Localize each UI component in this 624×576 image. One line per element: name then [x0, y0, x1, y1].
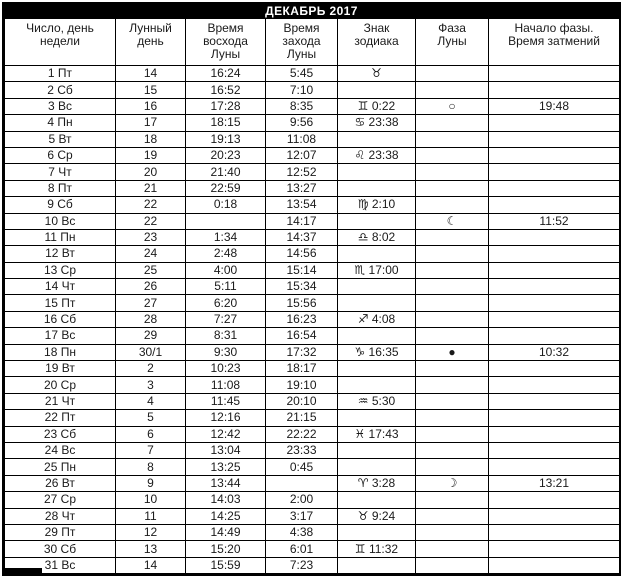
table-row: [5, 229, 620, 245]
cell-moonset: 14:56: [266, 246, 338, 262]
table-row: [5, 410, 620, 426]
table-row: [5, 82, 620, 98]
cell-lunar-day: 24: [116, 246, 186, 262]
table-row: [5, 557, 620, 573]
cell-zodiac: [338, 246, 416, 262]
cell-date: 21 Чт: [5, 393, 116, 409]
cell-zodiac: [338, 131, 416, 147]
cell-phase-start: [489, 426, 620, 442]
cell-moonset: 19:10: [266, 377, 338, 393]
cell-phase: [416, 557, 489, 573]
cell-phase-start: [489, 115, 620, 131]
cell-date: 3 Вс: [5, 98, 116, 114]
cell-phase: ○: [416, 98, 489, 114]
cell-date: 2 Сб: [5, 82, 116, 98]
cell-phase-start: [489, 197, 620, 213]
cell-zodiac: [338, 328, 416, 344]
cell-date: 6 Ср: [5, 147, 116, 163]
cell-phase-start: [489, 361, 620, 377]
cell-date: 23 Сб: [5, 426, 116, 442]
cell-moonrise: 10:23: [186, 361, 266, 377]
cell-phase: [416, 180, 489, 196]
cell-date: 19 Вт: [5, 361, 116, 377]
cell-lunar-day: 19: [116, 147, 186, 163]
table-row: [5, 442, 620, 458]
table-row: [5, 459, 620, 475]
cell-date: 16 Сб: [5, 311, 116, 327]
table-row: [5, 541, 620, 557]
cell-moonset: 21:15: [266, 410, 338, 426]
column-header-moonset: [266, 19, 338, 66]
cell-phase-start: [489, 131, 620, 147]
cell-lunar-day: 28: [116, 311, 186, 327]
cell-phase-start: [489, 393, 620, 409]
cell-phase-start: [489, 82, 620, 98]
cell-moonset: 6:01: [266, 541, 338, 557]
column-header-line: день: [137, 34, 164, 48]
table-row: [5, 475, 620, 491]
cell-lunar-day: 11: [116, 508, 186, 524]
cell-zodiac: [338, 492, 416, 508]
cell-zodiac: [338, 442, 416, 458]
column-header-line: Луны: [210, 47, 241, 61]
cell-lunar-day: 20: [116, 164, 186, 180]
cell-moonset: 14:17: [266, 213, 338, 229]
cell-zodiac: ♉: [338, 66, 416, 82]
cell-phase: [416, 197, 489, 213]
cell-date: 8 Пт: [5, 180, 116, 196]
cell-moonset: 13:27: [266, 180, 338, 196]
cell-moonrise: 14:49: [186, 524, 266, 540]
table-row: [5, 295, 620, 311]
cell-moonset: 22:22: [266, 426, 338, 442]
cell-lunar-day: 26: [116, 279, 186, 295]
cell-date: 25 Пн: [5, 459, 116, 475]
cell-moonset: 11:08: [266, 131, 338, 147]
cell-moonrise: 18:15: [186, 115, 266, 131]
cell-moonrise: 13:04: [186, 442, 266, 458]
cell-moonrise: [186, 213, 266, 229]
cell-moonrise: 13:44: [186, 475, 266, 491]
cell-phase: [416, 524, 489, 540]
column-header-line: Лунный: [129, 21, 172, 35]
cell-moonset: 2:00: [266, 492, 338, 508]
cell-phase-start: [489, 66, 620, 82]
cell-lunar-day: 21: [116, 180, 186, 196]
cell-phase: [416, 328, 489, 344]
cell-lunar-day: 16: [116, 98, 186, 114]
cell-date: 7 Чт: [5, 164, 116, 180]
cell-lunar-day: 9: [116, 475, 186, 491]
cell-phase-start: [489, 164, 620, 180]
lunar-calendar-table: [4, 18, 620, 574]
column-header-line: Знак: [363, 21, 390, 35]
cell-zodiac: ♉ 9:24: [338, 508, 416, 524]
table-row: [5, 377, 620, 393]
cell-lunar-day: 18: [116, 131, 186, 147]
column-header-line: Время: [283, 21, 320, 35]
cell-phase: [416, 262, 489, 278]
cell-lunar-day: 14: [116, 557, 186, 573]
cell-phase-start: [489, 459, 620, 475]
cell-moonset: 14:37: [266, 229, 338, 245]
column-header-line: Фаза: [438, 21, 466, 35]
cell-phase-start: 13:21: [489, 475, 620, 491]
cell-moonset: 12:07: [266, 147, 338, 163]
column-header-line: Луны: [437, 34, 467, 48]
cell-zodiac: ♑ 16:35: [338, 344, 416, 360]
cell-moonrise: 17:28: [186, 98, 266, 114]
table-row: [5, 262, 620, 278]
cell-lunar-day: 23: [116, 229, 186, 245]
cell-phase: [416, 426, 489, 442]
cell-zodiac: [338, 361, 416, 377]
cell-zodiac: [338, 524, 416, 540]
cell-moonrise: 14:03: [186, 492, 266, 508]
cell-phase-start: [489, 377, 620, 393]
cell-phase-start: [489, 442, 620, 458]
cell-moonset: 5:45: [266, 66, 338, 82]
cell-moonset: 15:14: [266, 262, 338, 278]
cell-phase-start: [489, 508, 620, 524]
cell-lunar-day: 22: [116, 197, 186, 213]
cell-phase: [416, 115, 489, 131]
column-header-date: [5, 19, 116, 66]
cell-date: 22 Пт: [5, 410, 116, 426]
cell-lunar-day: 17: [116, 115, 186, 131]
table-row: [5, 246, 620, 262]
cell-moonrise: 9:30: [186, 344, 266, 360]
cell-zodiac: ♌ 23:38: [338, 147, 416, 163]
table-row: [5, 98, 620, 114]
cell-date: 17 Вс: [5, 328, 116, 344]
lunar-calendar: [2, 2, 621, 576]
cell-moonset: 4:38: [266, 524, 338, 540]
table-row: [5, 213, 620, 229]
cell-phase-start: [489, 229, 620, 245]
cell-phase-start: [489, 311, 620, 327]
cell-zodiac: ♊ 11:32: [338, 541, 416, 557]
cell-moonrise: 16:24: [186, 66, 266, 82]
table-row: [5, 328, 620, 344]
column-header-line: Число, день: [26, 21, 94, 35]
cell-date: 28 Чт: [5, 508, 116, 524]
cell-lunar-day: 7: [116, 442, 186, 458]
cell-moonrise: 4:00: [186, 262, 266, 278]
cell-phase: [416, 66, 489, 82]
cell-moonset: 23:33: [266, 442, 338, 458]
table-header: [5, 19, 620, 66]
column-header-moonrise: [186, 19, 266, 66]
cell-moonrise: 7:27: [186, 311, 266, 327]
cell-phase-start: [489, 147, 620, 163]
cell-zodiac: ♎ 8:02: [338, 229, 416, 245]
cell-phase: [416, 246, 489, 262]
table-row: [5, 393, 620, 409]
column-header-line: зодиака: [354, 34, 399, 48]
cell-moonset: 3:17: [266, 508, 338, 524]
cell-phase: [416, 361, 489, 377]
cell-phase: ●: [416, 344, 489, 360]
table-row: [5, 131, 620, 147]
cell-date: 15 Пт: [5, 295, 116, 311]
cell-moonrise: 5:11: [186, 279, 266, 295]
column-header-phase-start: [489, 19, 620, 66]
cell-zodiac: ♋ 23:38: [338, 115, 416, 131]
cell-moonrise: 12:42: [186, 426, 266, 442]
cell-zodiac: [338, 213, 416, 229]
cell-phase-start: [489, 295, 620, 311]
cell-date: 18 Пн: [5, 344, 116, 360]
cell-phase-start: [489, 262, 620, 278]
cell-lunar-day: 5: [116, 410, 186, 426]
cell-phase: [416, 459, 489, 475]
cell-moonset: [266, 475, 338, 491]
cell-moonset: 12:52: [266, 164, 338, 180]
column-header-line: захода: [282, 34, 321, 48]
cell-zodiac: ♍ 2:10: [338, 197, 416, 213]
cell-phase: ☾: [416, 213, 489, 229]
column-header-line: Луны: [286, 47, 317, 61]
cell-moonrise: 12:16: [186, 410, 266, 426]
cell-zodiac: [338, 82, 416, 98]
column-header-line: недели: [39, 34, 81, 48]
table-row: [5, 524, 620, 540]
cell-date: 26 Вт: [5, 475, 116, 491]
table-row: [5, 66, 620, 82]
cell-phase-start: [489, 557, 620, 573]
cell-zodiac: [338, 279, 416, 295]
cell-phase-start: 10:32: [489, 344, 620, 360]
cell-moonrise: 0:18: [186, 197, 266, 213]
table-row: [5, 197, 620, 213]
cell-moonset: 0:45: [266, 459, 338, 475]
cell-date: 12 Вт: [5, 246, 116, 262]
cell-lunar-day: 2: [116, 361, 186, 377]
cell-phase-start: [489, 279, 620, 295]
cell-lunar-day: 8: [116, 459, 186, 475]
cell-phase: [416, 393, 489, 409]
cell-lunar-day: 4: [116, 393, 186, 409]
cell-moonrise: 8:31: [186, 328, 266, 344]
cell-date: 13 Ср: [5, 262, 116, 278]
table-row: [5, 508, 620, 524]
column-header-zodiac: [338, 19, 416, 66]
cell-lunar-day: 10: [116, 492, 186, 508]
cell-lunar-day: 14: [116, 66, 186, 82]
cell-phase: [416, 311, 489, 327]
cell-date: 5 Вт: [5, 131, 116, 147]
header-row: [5, 19, 620, 66]
cell-phase-start: [489, 541, 620, 557]
cell-phase: [416, 131, 489, 147]
cell-zodiac: [338, 557, 416, 573]
table-row: [5, 426, 620, 442]
cell-phase: [416, 279, 489, 295]
cell-zodiac: ♐ 4:08: [338, 311, 416, 327]
cell-moonrise: 16:52: [186, 82, 266, 98]
column-header-line: восхода: [203, 34, 248, 48]
cell-phase-start: 11:52: [489, 213, 620, 229]
cell-moonrise: 22:59: [186, 180, 266, 196]
cell-phase-start: [489, 328, 620, 344]
cell-zodiac: [338, 459, 416, 475]
cell-moonrise: 15:20: [186, 541, 266, 557]
cell-moonrise: 21:40: [186, 164, 266, 180]
cell-moonset: 15:34: [266, 279, 338, 295]
cell-moonrise: 1:34: [186, 229, 266, 245]
table-row: [5, 147, 620, 163]
table-row: [5, 180, 620, 196]
cell-phase: [416, 295, 489, 311]
cell-moonset: 18:17: [266, 361, 338, 377]
cell-zodiac: [338, 164, 416, 180]
next-page-header-fragment: [3, 568, 42, 574]
cell-lunar-day: 25: [116, 262, 186, 278]
column-header-line: Начало фазы.: [514, 21, 594, 35]
cell-date: 9 Сб: [5, 197, 116, 213]
table-row: [5, 361, 620, 377]
table-row: [5, 492, 620, 508]
cell-lunar-day: 29: [116, 328, 186, 344]
cell-phase-start: 19:48: [489, 98, 620, 114]
cell-lunar-day: 13: [116, 541, 186, 557]
table-row: [5, 279, 620, 295]
cell-moonset: 7:23: [266, 557, 338, 573]
cell-phase: [416, 492, 489, 508]
cell-zodiac: [338, 180, 416, 196]
cell-lunar-day: 15: [116, 82, 186, 98]
cell-moonset: 20:10: [266, 393, 338, 409]
column-header-line: Время: [207, 21, 244, 35]
table-row: [5, 164, 620, 180]
cell-date: 14 Чт: [5, 279, 116, 295]
cell-moonrise: 13:25: [186, 459, 266, 475]
cell-date: 10 Вс: [5, 213, 116, 229]
cell-phase: [416, 229, 489, 245]
cell-phase: [416, 410, 489, 426]
cell-moonset: 15:56: [266, 295, 338, 311]
cell-moonrise: 11:08: [186, 377, 266, 393]
table-row: [5, 115, 620, 131]
cell-phase-start: [489, 180, 620, 196]
table-row: [5, 311, 620, 327]
cell-moonrise: 11:45: [186, 393, 266, 409]
cell-zodiac: [338, 410, 416, 426]
cell-date: 27 Ср: [5, 492, 116, 508]
cell-moonrise: 15:59: [186, 557, 266, 573]
column-header-line: Время затмений: [508, 34, 600, 48]
cell-moonrise: 6:20: [186, 295, 266, 311]
cell-phase-start: [489, 524, 620, 540]
cell-zodiac: ♏ 17:00: [338, 262, 416, 278]
cell-moonset: 16:54: [266, 328, 338, 344]
cell-phase: [416, 82, 489, 98]
cell-lunar-day: 27: [116, 295, 186, 311]
calendar-month-title: ДЕКАБРЬ 2017: [4, 4, 619, 18]
cell-zodiac: [338, 295, 416, 311]
cell-date: 29 Пт: [5, 524, 116, 540]
cell-moonrise: 19:13: [186, 131, 266, 147]
cell-date: 11 Пн: [5, 229, 116, 245]
cell-moonset: 16:23: [266, 311, 338, 327]
cell-moonrise: 20:23: [186, 147, 266, 163]
cell-moonset: 7:10: [266, 82, 338, 98]
cell-phase: [416, 164, 489, 180]
cell-phase: [416, 541, 489, 557]
column-header-lunar-day: [116, 19, 186, 66]
cell-zodiac: ♓ 17:43: [338, 426, 416, 442]
cell-zodiac: [338, 377, 416, 393]
cell-date: 24 Вс: [5, 442, 116, 458]
cell-date: 30 Сб: [5, 541, 116, 557]
cell-date: 1 Пт: [5, 66, 116, 82]
cell-date: 4 Пн: [5, 115, 116, 131]
cell-moonrise: 14:25: [186, 508, 266, 524]
cell-zodiac: ♒ 5:30: [338, 393, 416, 409]
cell-phase: [416, 442, 489, 458]
cell-phase-start: [489, 410, 620, 426]
cell-lunar-day: 22: [116, 213, 186, 229]
cell-moonset: 9:56: [266, 115, 338, 131]
cell-lunar-day: 3: [116, 377, 186, 393]
cell-date: 31 Вс: [5, 557, 116, 573]
cell-zodiac: ♊ 0:22: [338, 98, 416, 114]
table-body: [5, 66, 620, 574]
cell-phase: [416, 508, 489, 524]
cell-phase-start: [489, 492, 620, 508]
cell-zodiac: ♈ 3:28: [338, 475, 416, 491]
cell-moonset: 8:35: [266, 98, 338, 114]
cell-lunar-day: 12: [116, 524, 186, 540]
cell-date: 20 Ср: [5, 377, 116, 393]
cell-lunar-day: 30/1: [116, 344, 186, 360]
table-row: [5, 344, 620, 360]
cell-phase: [416, 147, 489, 163]
cell-phase: [416, 377, 489, 393]
cell-moonrise: 2:48: [186, 246, 266, 262]
cell-moonset: 17:32: [266, 344, 338, 360]
cell-phase: ☽: [416, 475, 489, 491]
cell-lunar-day: 6: [116, 426, 186, 442]
cell-moonset: 13:54: [266, 197, 338, 213]
cell-phase-start: [489, 246, 620, 262]
column-header-phase: [416, 19, 489, 66]
